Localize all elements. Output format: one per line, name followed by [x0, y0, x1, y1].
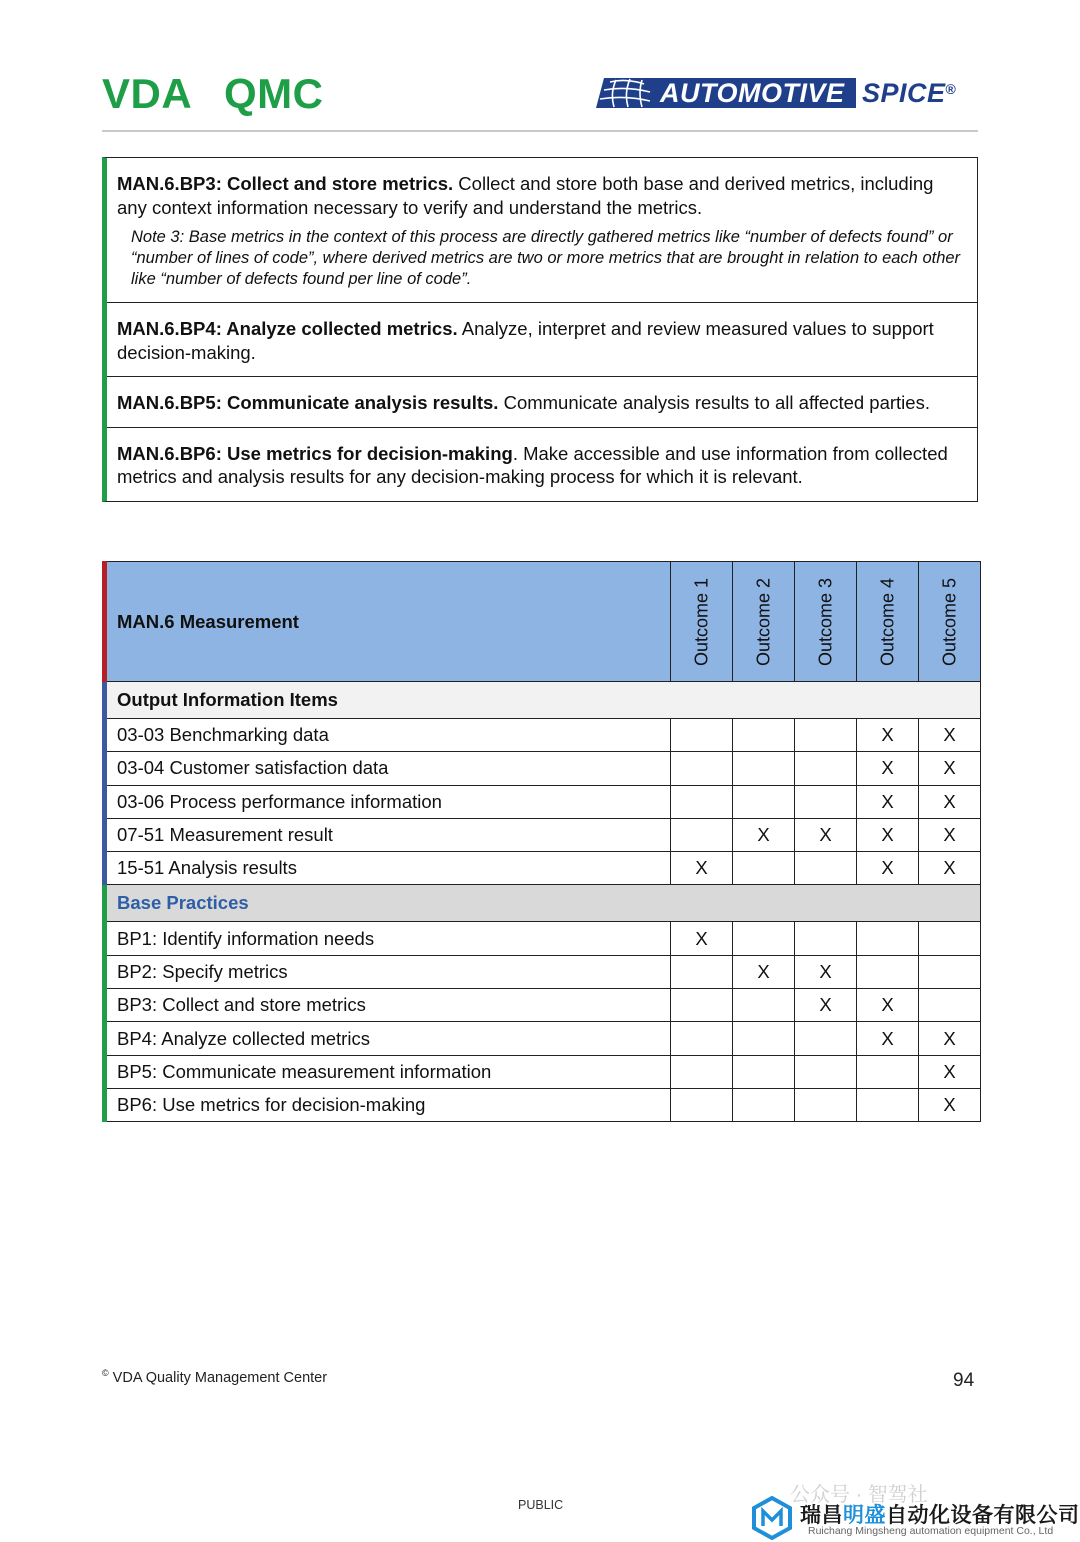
row-label: BP1: Identify information needs [105, 922, 671, 955]
company-logo-icon [752, 1496, 792, 1540]
globe-icon [596, 78, 652, 108]
table-row [105, 719, 981, 752]
table-row [105, 1022, 981, 1055]
outcome-mark-cell [733, 719, 795, 752]
table-row [105, 752, 981, 785]
outcome-mark-cell [671, 818, 733, 851]
practice-bp6 [107, 428, 977, 501]
outcome-mark-cell [671, 1022, 733, 1055]
practice-text: . Make accessible and use information from collected metrics and analysis results for any decision-making process for which it is relevant. [117, 442, 948, 487]
row-label: 03-04 Customer satisfaction data [105, 752, 671, 785]
page-number: 94 [953, 1370, 975, 1391]
outcome-mark-cell [795, 719, 857, 752]
section-title: Output Information Items [105, 682, 981, 719]
outcome-mark-cell: X [733, 818, 795, 851]
outcome-mark-cell: X [857, 818, 919, 851]
table-row [105, 955, 981, 988]
table-row [105, 1055, 981, 1088]
row-label: BP2: Specify metrics [105, 955, 671, 988]
qmc-logo: QMC [224, 70, 324, 117]
section-header-base-practices [105, 885, 981, 922]
practice-bp5 [107, 377, 977, 428]
outcome-mark-cell: X [733, 955, 795, 988]
outcome-mark-cell [733, 989, 795, 1022]
outcome-mark-cell: X [857, 852, 919, 885]
outcome-mark-cell: X [857, 719, 919, 752]
outcome-mark-cell: X [919, 818, 981, 851]
outcome-mark-cell: X [671, 922, 733, 955]
outcome-mark-cell [857, 955, 919, 988]
matrix-title: MAN.6 Measurement [105, 562, 671, 682]
row-label: BP5: Communicate measurement information [105, 1055, 671, 1088]
vda-logo: VDA [102, 70, 193, 117]
row-label: 03-06 Process performance information [105, 785, 671, 818]
row-label: 15-51 Analysis results [105, 852, 671, 885]
practice-note: Note 3: Base metrics in the context of this process are directly gathered metrics like “number of defects found” or “number of lines of code”, where derived metrics are two or more metrics that are brought in relation to each other like “number of defects found per line of code”. [131, 228, 961, 288]
outcome-mark-cell: X [857, 752, 919, 785]
outcome-mark-cell [671, 1088, 733, 1121]
row-label: 03-03 Benchmarking data [105, 719, 671, 752]
aspice-spice-word: SPICE [862, 78, 946, 108]
row-label: 07-51 Measurement result [105, 818, 671, 851]
outcome-mark-cell [671, 955, 733, 988]
table-row [105, 785, 981, 818]
base-practice-box [102, 157, 978, 502]
copyright-notice [102, 1368, 327, 1386]
outcome-mark-cell: X [919, 1022, 981, 1055]
outcome-label: Outcome 1 [691, 577, 711, 666]
section-title: Base Practices [105, 885, 981, 922]
outcome-mark-cell [671, 785, 733, 818]
practice-text: Analyze, interpret and review measured values to support decision-making. [117, 318, 934, 363]
copyright-text: VDA Quality Management Center [112, 1369, 328, 1386]
table-row [105, 1088, 981, 1121]
header-divider [102, 130, 978, 132]
outcome-mark-cell [733, 752, 795, 785]
classification-label: PUBLIC [518, 1498, 564, 1512]
company-cn-highlight: 明盛 [843, 1504, 886, 1527]
outcome-mark-cell: X [919, 719, 981, 752]
outcome-mark-cell: X [795, 818, 857, 851]
outcome-mark-cell [919, 989, 981, 1022]
row-label: BP4: Analyze collected metrics [105, 1022, 671, 1055]
outcome-mark-cell [795, 1088, 857, 1121]
section-header-output [105, 682, 981, 719]
outcome-matrix-table [102, 561, 981, 1122]
outcome-mark-cell: X [857, 785, 919, 818]
outcome-mark-cell: X [919, 852, 981, 885]
outcome-mark-cell: X [795, 989, 857, 1022]
company-cn-suffix: 自动化设备有限公司 [886, 1504, 1080, 1527]
aspice-spice-text [862, 78, 956, 108]
outcome-mark-cell [671, 719, 733, 752]
practice-title: MAN.6.BP3: Collect and store metrics. [117, 173, 454, 194]
outcome-header-5 [919, 562, 981, 682]
outcome-mark-cell [733, 922, 795, 955]
practice-bp4 [107, 303, 977, 377]
outcome-mark-cell [733, 1088, 795, 1121]
outcome-mark-cell [857, 922, 919, 955]
outcome-mark-cell [795, 852, 857, 885]
outcome-mark-cell: X [857, 1022, 919, 1055]
copyright-symbol: © [102, 1368, 109, 1378]
outcome-header-3 [795, 562, 857, 682]
outcome-mark-cell [857, 1088, 919, 1121]
table-row [105, 852, 981, 885]
practice-bp3 [107, 158, 977, 303]
outcome-header-1 [671, 562, 733, 682]
outcome-mark-cell [733, 1022, 795, 1055]
outcome-label: Outcome 5 [939, 577, 959, 666]
outcome-mark-cell [671, 1055, 733, 1088]
outcome-mark-cell [795, 922, 857, 955]
faint-watermark: 公众号 · 智驾社 [790, 1484, 928, 1506]
practice-text: Collect and store both base and derived metrics, including any context information necessary to verify and understand the metrics. [117, 173, 934, 218]
outcome-mark-cell [857, 1055, 919, 1088]
outcome-mark-cell [919, 922, 981, 955]
table-row [105, 818, 981, 851]
table-row [105, 989, 981, 1022]
outcome-mark-cell: X [919, 785, 981, 818]
practice-title: MAN.6.BP5: Communicate analysis results. [117, 392, 499, 413]
outcome-mark-cell [919, 955, 981, 988]
practice-title: MAN.6.BP6: Use metrics for decision-making [117, 442, 513, 464]
table-row [105, 922, 981, 955]
outcome-mark-cell [795, 785, 857, 818]
outcome-mark-cell: X [795, 955, 857, 988]
outcome-mark-cell [733, 1055, 795, 1088]
outcome-header-2 [733, 562, 795, 682]
outcome-mark-cell: X [857, 989, 919, 1022]
outcome-mark-cell [795, 1022, 857, 1055]
outcome-mark-cell: X [919, 1088, 981, 1121]
automotive-spice-logo [596, 78, 976, 110]
outcome-mark-cell [671, 989, 733, 1022]
practice-title: MAN.6.BP4: Analyze collected metrics. [117, 318, 458, 339]
practice-text: Communicate analysis results to all affected parties. [498, 392, 930, 413]
matrix-header-row [105, 562, 981, 682]
outcome-mark-cell [795, 1055, 857, 1088]
company-name-en: Ruichang Mingsheng automation equipment Co., Ltd [808, 1525, 1054, 1537]
outcome-mark-cell: X [671, 852, 733, 885]
outcome-mark-cell [733, 785, 795, 818]
row-label: BP3: Collect and store metrics [105, 989, 671, 1022]
aspice-automotive-text: AUTOMOTIVE [652, 78, 856, 108]
outcome-label: Outcome 3 [815, 577, 835, 666]
outcome-mark-cell [671, 752, 733, 785]
outcome-mark-cell: X [919, 1055, 981, 1088]
outcome-mark-cell [795, 752, 857, 785]
registered-mark: ® [945, 81, 957, 97]
row-label: BP6: Use metrics for decision-making [105, 1088, 671, 1121]
outcome-mark-cell: X [919, 752, 981, 785]
company-cn-prefix: 瑞昌 [800, 1504, 843, 1527]
outcome-header-4 [857, 562, 919, 682]
outcome-mark-cell [733, 852, 795, 885]
outcome-label: Outcome 4 [877, 577, 897, 666]
outcome-label: Outcome 2 [753, 577, 773, 666]
